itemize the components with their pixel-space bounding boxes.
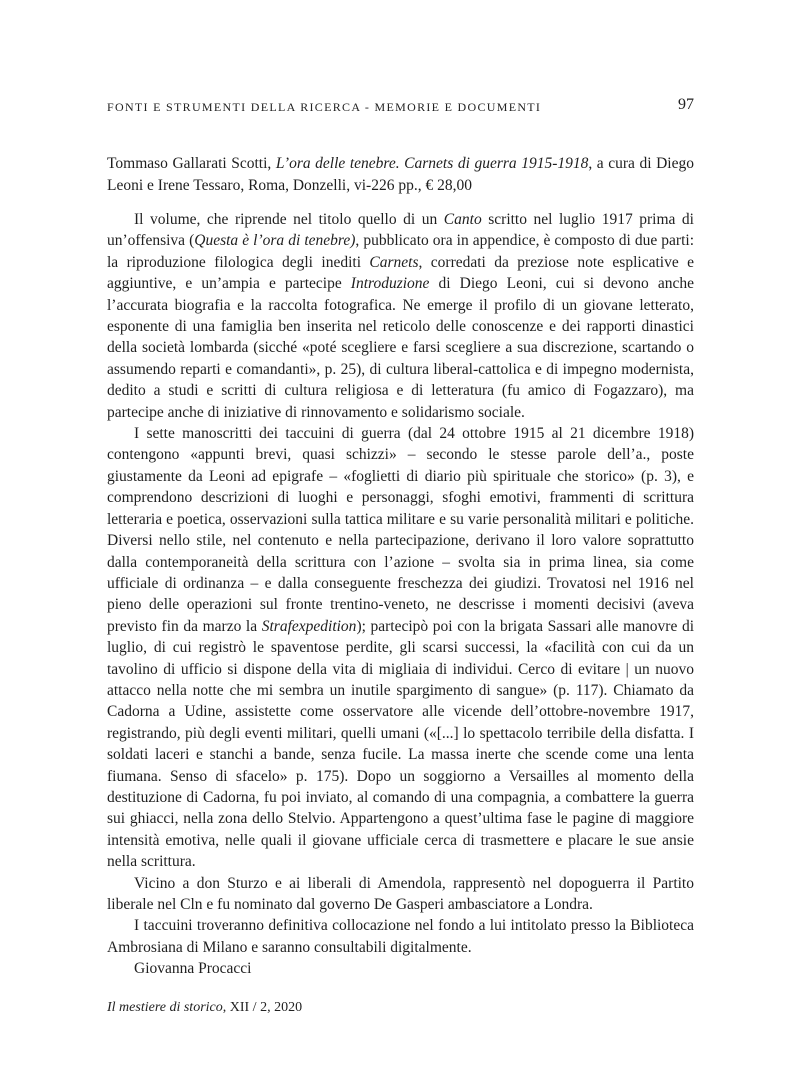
running-head [107, 96, 694, 118]
citation-title: L’ora delle tenebre. Carnets di guerra 1915-1918 [275, 155, 589, 172]
text-run: di Diego Leoni, cui si devono anche l’accurata biografia e la raccolta fotografica. Ne emerge il profilo di un giovane letterato, esponente di una famiglia ben inserita nel reticolo delle conoscenze e dei rapporti dinastici della società lombarda (sicché «poté scegliere e farsi scegliere a sua discrezione, scartando o assumendo reparti e comandanti», p. 25), di cultura liberal-cattolica e di impegno modernista, dedito a studi e scritti di cultura religiosa e di letteratura (fu amico di Fogazzaro), ma partecipe anche di iniziative di rinnovamento e solidarismo sociale. [107, 275, 694, 421]
text-run: Il volume, che riprende nel titolo quello di un [134, 211, 444, 228]
book-citation [107, 153, 694, 196]
journal-issue: , XII / 2, 2020 [222, 1000, 303, 1015]
citation-author: Tommaso Gallarati Scotti, [107, 155, 276, 172]
running-head-title: FONTI E STRUMENTI DELLA RICERCA - MEMORIE E DOCUMENTI [107, 100, 542, 114]
text-run: scritto nel luglio 1917 prima di un’offensiva ( [107, 211, 694, 250]
italic-run: Canto [443, 211, 482, 228]
page-number: 97 [678, 96, 694, 113]
text-run: , corredati da preziose note esplicative e aggiuntive, e un’ampia e partecipe [107, 253, 694, 293]
paragraph-3: Vicino a don Sturzo e ai liberali di Amendola, rappresentò nel dopoguerra il Partito liberale nel Cln e fu nominato dal governo De Gasperi ambasciatore a Londra. [107, 874, 694, 913]
paragraph-2 [107, 423, 694, 873]
text-run: I sette manoscritti dei taccuini di guerra (dal 24 ottobre 1915 al 21 dicembre 1918) contengono «appunti brevi, quasi schizzi» – secondo le stesse parole dell’a., poste giustamente da Leoni ad epigrafe – «foglietti di diario più spirituale che storico» (p. 3), e comprendono descrizioni di luoghi e personaggi, sfoghi emotivi, frammenti di scrittura letteraria e poetica, osservazioni sulla tattica militare e su varie personalità militari e politiche. Diversi nello stile, nel contenuto e nella partecipazione, derivano il loro valore soprattutto dalla contemporaneità della scrittura con l’azione – svolta sia in prima linea, sia come ufficiale di ordinanza – e dalla conseguente freschezza dei giudizi. Trovatosi nel 1916 nel pieno delle operazioni sul fronte trentino-veneto, ne descrisse i momenti decisivi (aveva previsto fin da marzo la [107, 425, 694, 635]
italic-run: Introduzione [350, 275, 430, 293]
text-run: , pubblicato ora in appendice, è composto di due parti: la riproduzione filologica degli inediti [107, 232, 694, 271]
italic-run: Strafexpedition [261, 617, 357, 635]
paragraph-4: I taccuini troveranno definitiva collocazione nel fondo a lui intitolato presso la Biblioteca Ambrosiana di Milano e saranno consultabili digitalmente. [107, 917, 694, 956]
author-signature: Giovanna Procacci [134, 960, 252, 978]
paragraph-1 [107, 209, 694, 423]
italic-run: Questa è l’ora di tenebre) [194, 232, 356, 250]
review-body [107, 209, 694, 980]
journal-title: Il mestiere di storico [107, 1000, 223, 1015]
italic-run: Carnets [369, 253, 419, 271]
text-run: ); partecipò poi con la brigata Sassari alle manovre di luglio, di cui registrò le spaventose perdite, gli scarsi successi, la «facilità con cui da un tavolino di ufficio si dispone della vita di migliaia di individui. Cerco di evitare | un nuovo attacco nella notte che mi sembra un inutile spargimento di sangue» (p. 117). Chiamato da Cadorna a Udine, assistette come osservatore alle vicende dell’ottobre-novembre 1917, registrando, più degli eventi militari, quelli umani («[...] lo spettacolo terribile della disfatta. I soldati laceri e stanchi a bande, senza fucile. La massa inerte che scende come una lenta fiumana. Senso di sfacelo» p. 175). Dopo un soggiorno a Versailles al momento della destituzione di Cadorna, fu poi inviato, al comando di una compagnia, a combattere la guerra sui ghiacci, nella zona dello Stelvio. Appartengono a quest’ultima fase le pagine di maggiore intensità emotiva, nelle quali il giovane ufficiale cerca di trasmettere e placare le sue ansie nella scrittura. [107, 617, 694, 871]
citation-details: , a cura di Diego Leoni e Irene Tessaro, Roma, Donzelli, vi-226 pp., € 28,00 [107, 155, 694, 194]
journal-footer [107, 1000, 302, 1016]
